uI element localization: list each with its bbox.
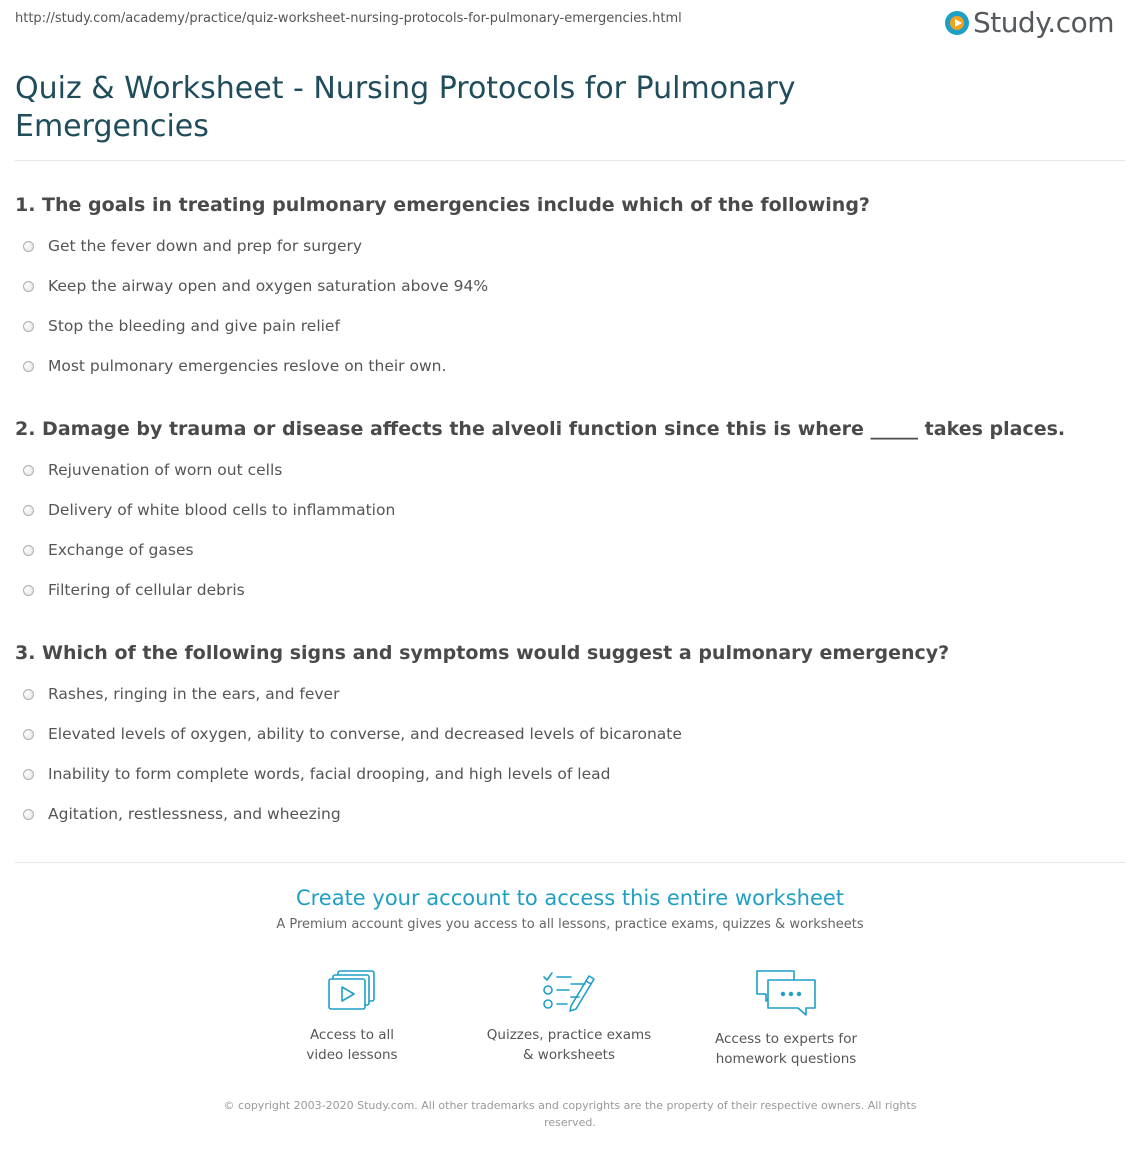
radio-button-icon[interactable]: [23, 281, 34, 292]
feature-label: Access to all video lessons: [306, 1027, 398, 1063]
title-divider: [15, 160, 1125, 161]
video-lessons-icon: [326, 968, 378, 1014]
feature-quizzes: [474, 968, 664, 1065]
radio-button-icon[interactable]: [23, 361, 34, 372]
radio-button-icon[interactable]: [23, 321, 34, 332]
logo-text: Study.com: [972, 6, 1114, 39]
option-label: Agitation, restlessness, and wheezing: [48, 805, 341, 823]
option-label: Inability to form complete words, facial drooping, and high levels of lead: [48, 765, 611, 783]
question-2-option-3[interactable]: [23, 541, 194, 559]
option-label: Delivery of white blood cells to inflammation: [48, 501, 396, 519]
page-url: http://study.com/academy/practice/quiz-worksheet-nursing-protocols-for-pulmonary-emergencies.html: [15, 11, 682, 26]
chat-bubbles-icon: [754, 968, 818, 1018]
radio-button-icon[interactable]: [23, 465, 34, 476]
option-label: Rejuvenation of worn out cells: [48, 461, 283, 479]
quiz-checklist-icon: [541, 968, 597, 1014]
radio-button-icon[interactable]: [23, 769, 34, 780]
radio-button-icon[interactable]: [23, 505, 34, 516]
option-label: Rashes, ringing in the ears, and fever: [48, 685, 340, 703]
option-label: Get the fever down and prep for surgery: [48, 237, 363, 255]
option-label: Keep the airway open and oxygen saturation above 94%: [48, 277, 489, 295]
question-2-text: 2. Damage by trauma or disease affects the alveoli function since this is where _____ takes places.: [15, 418, 1066, 440]
copyright-notice: © copyright 2003-2020 Study.com. All other trademarks and copyrights are the property of their respective owners. All rights reserved.: [223, 1099, 917, 1129]
study-logo-icon: [945, 11, 969, 35]
cta-divider: [15, 862, 1125, 863]
question-3-text: 3. Which of the following signs and symptoms would suggest a pulmonary emergency?: [15, 642, 950, 664]
feature-label: Quizzes, practice exams & worksheets: [486, 1027, 652, 1063]
radio-button-icon[interactable]: [23, 585, 34, 596]
question-3-option-2[interactable]: [23, 725, 682, 743]
question-2-option-1[interactable]: [23, 461, 282, 479]
feature-label: Access to experts for homework questions: [714, 1031, 857, 1067]
option-label: Most pulmonary emergencies reslove on their own.: [48, 357, 447, 375]
question-1-option-1[interactable]: [23, 237, 362, 255]
radio-button-icon[interactable]: [23, 241, 34, 252]
option-label: Elevated levels of oxygen, ability to converse, and decreased levels of bicaronate: [48, 725, 682, 743]
option-label: Filtering of cellular debris: [48, 581, 245, 599]
feature-experts: [691, 968, 881, 1069]
question-3-option-4[interactable]: [23, 805, 341, 823]
radio-button-icon[interactable]: [23, 809, 34, 820]
feature-video-lessons: [257, 968, 447, 1065]
study-logo[interactable]: [945, 6, 1114, 39]
radio-button-icon[interactable]: [23, 545, 34, 556]
option-label: Stop the bleeding and give pain relief: [48, 317, 340, 335]
question-3-option-1[interactable]: [23, 685, 339, 703]
question-3-option-3[interactable]: [23, 765, 610, 783]
question-1-option-3[interactable]: [23, 317, 340, 335]
question-1-option-2[interactable]: [23, 277, 488, 295]
premium-description: A Premium account gives you access to all lessons, practice exams, quizzes & worksheets: [276, 917, 864, 932]
question-2-option-2[interactable]: [23, 501, 395, 519]
create-account-link[interactable]: Create your account to access this entire worksheet: [295, 886, 845, 910]
option-label: Exchange of gases: [48, 541, 194, 559]
radio-button-icon[interactable]: [23, 689, 34, 700]
question-1-text: 1. The goals in treating pulmonary emergencies include which of the following?: [15, 194, 870, 216]
question-1-option-4[interactable]: [23, 357, 446, 375]
question-2-option-4[interactable]: [23, 581, 245, 599]
radio-button-icon[interactable]: [23, 729, 34, 740]
page-title: Quiz & Worksheet - Nursing Protocols for Pulmonary Emergencies: [15, 71, 796, 144]
